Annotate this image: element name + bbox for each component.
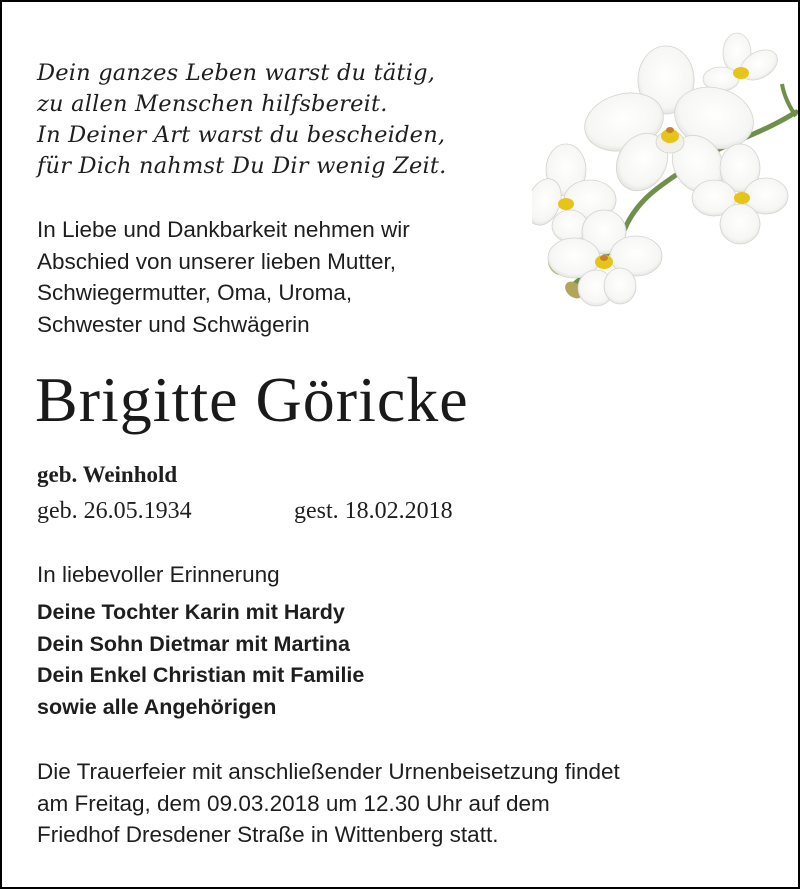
memory-line: In liebevoller Erinnerung (37, 562, 280, 587)
poem-line: für Dich nahmst Du Dir wenig Zeit. (37, 153, 447, 179)
farewell-line: Schwester und Schwägerin (37, 311, 310, 337)
farewell-text (37, 214, 410, 340)
mourners-list (37, 597, 364, 724)
white-orchid-icon (532, 24, 798, 314)
farewell-line: In Liebe und Dankbarkeit nehmen wir (37, 217, 410, 242)
funeral-service-info (37, 756, 620, 851)
maiden-name: geb. Weinhold (37, 462, 178, 487)
birth-date: geb. 26.05.1934 (37, 498, 192, 524)
mourner-line: Dein Sohn Dietmar mit Martina (37, 631, 350, 656)
deceased-name: Brigitte Göricke (35, 364, 469, 435)
life-dates (37, 495, 453, 527)
service-line: am Freitag, dem 09.03.2018 um 12.30 Uhr auf dem (37, 790, 550, 816)
poem-line: In Deiner Art warst du bescheiden, (37, 122, 446, 148)
service-line: Friedhof Dresdener Straße in Wittenberg statt. (37, 822, 499, 848)
mourner-line: sowie alle Angehörigen (37, 695, 277, 720)
mourner-line: Deine Tochter Karin mit Hardy (37, 600, 345, 624)
farewell-line: Schwiegermutter, Oma, Uroma, (37, 280, 353, 305)
service-line: Die Trauerfeier mit anschließender Urnenbeisetzung findet (37, 759, 620, 784)
farewell-line: Abschied von unserer lieben Mutter, (37, 248, 396, 274)
death-date: gest. 18.02.2018 (294, 498, 453, 524)
mourner-line: Dein Enkel Christian mit Familie (37, 663, 365, 688)
poem-line: zu allen Menschen hilfsbereit. (37, 91, 388, 117)
poem-line: Dein ganzes Leben warst du tätig, (37, 60, 436, 86)
memorial-poem (37, 58, 446, 182)
